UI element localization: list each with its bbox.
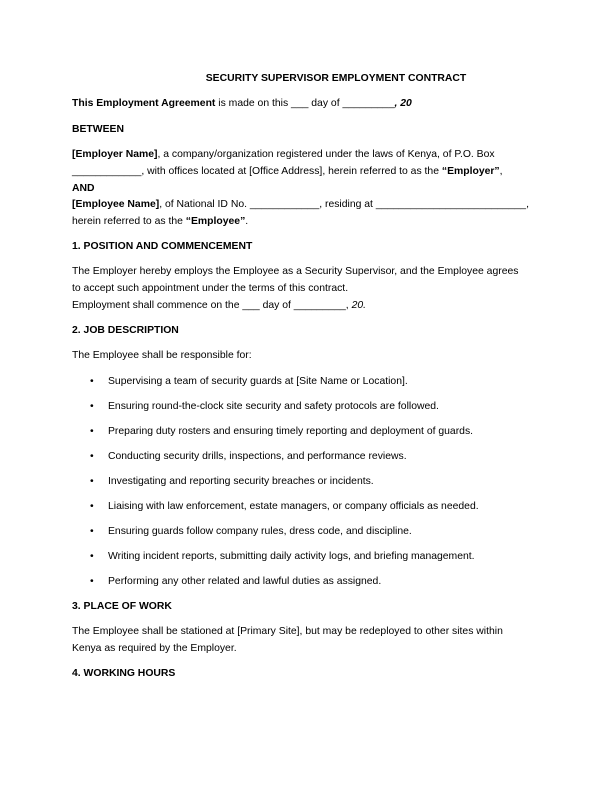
section-1-p3 (72, 299, 366, 312)
intro-rest: is made on this ___ day of _________ (215, 98, 395, 109)
list-item: Ensuring round-the-clock site security and safety protocols are followed. (108, 401, 439, 412)
employee-term: “Employee” (185, 216, 246, 227)
employer-term: “Employer” (441, 166, 500, 177)
employer-line1-rest: , a company/organization registered under the laws of Kenya, of P.O. Box (157, 149, 495, 160)
employee-line-2 (72, 215, 248, 228)
bullet-icon: • (90, 576, 94, 587)
bullet-icon: • (90, 426, 94, 437)
intro-bold: This Employment Agreement (72, 98, 216, 109)
employer-line2-a: ____________, with offices located at [Office Address], herein referred to as the (72, 166, 442, 177)
section-3-heading: 3. PLACE OF WORK (72, 601, 172, 612)
bullet-icon: • (90, 501, 94, 512)
section-1-p2: to accept such appointment under the terms of this contract. (72, 283, 349, 294)
section-3-p2: Kenya as required by the Employer. (72, 643, 237, 654)
list-item: Investigating and reporting security breaches or incidents. (108, 476, 374, 487)
bullet-icon: • (90, 376, 94, 387)
section-1-p1: The Employer hereby employs the Employee as a Security Supervisor, and the Employee agrees (72, 266, 519, 277)
employer-name: [Employer Name] (72, 149, 158, 160)
list-item: Writing incident reports, submitting daily activity logs, and briefing management. (108, 551, 475, 562)
bullet-icon: • (90, 551, 94, 562)
bullet-icon: • (90, 526, 94, 537)
bullet-icon: • (90, 476, 94, 487)
section-3-p1: The Employee shall be stationed at [Primary Site], but may be redeployed to other sites within (72, 626, 503, 637)
list-item: Preparing duty rosters and ensuring timely reporting and deployment of guards. (108, 426, 474, 437)
and-heading: AND (72, 183, 95, 194)
employee-line1-rest: , of National ID No. ____________, residing at __________________________, (159, 199, 529, 210)
list-item: Supervising a team of security guards at [Site Name or Location]. (108, 376, 408, 387)
section-1-heading: 1. POSITION AND COMMENCEMENT (72, 241, 253, 252)
employer-line-2 (72, 165, 503, 178)
intro-year: , 20 (394, 98, 412, 109)
intro-line (72, 97, 412, 110)
list-item: Liaising with law enforcement, estate managers, or company officials as needed. (108, 501, 479, 512)
section-4-heading: 4. WORKING HOURS (72, 668, 176, 679)
section-2-heading: 2. JOB DESCRIPTION (72, 325, 179, 336)
list-item: Conducting security drills, inspections, and performance reviews. (108, 451, 407, 462)
employer-line-1 (72, 148, 495, 161)
bullet-icon: • (90, 401, 94, 412)
employee-line2-end: . (245, 216, 249, 227)
employer-line2-end: , (499, 166, 503, 177)
bullet-icon: • (90, 451, 94, 462)
employee-line2-a: herein referred to as the (72, 216, 186, 227)
list-item: Ensuring guards follow company rules, dress code, and discipline. (108, 526, 412, 537)
section-1-p3-year: 20. (351, 300, 367, 311)
list-item: Performing any other related and lawful duties as assigned. (108, 576, 382, 587)
section-1-p3-a: Employment shall commence on the ___ day of _________, (72, 300, 352, 311)
employee-name: [Employee Name] (72, 199, 160, 210)
contract-title: SECURITY SUPERVISOR EMPLOYMENT CONTRACT (205, 73, 467, 84)
employee-line-1 (72, 198, 529, 211)
section-2-lead: The Employee shall be responsible for: (72, 350, 252, 361)
between-heading: BETWEEN (72, 124, 124, 135)
